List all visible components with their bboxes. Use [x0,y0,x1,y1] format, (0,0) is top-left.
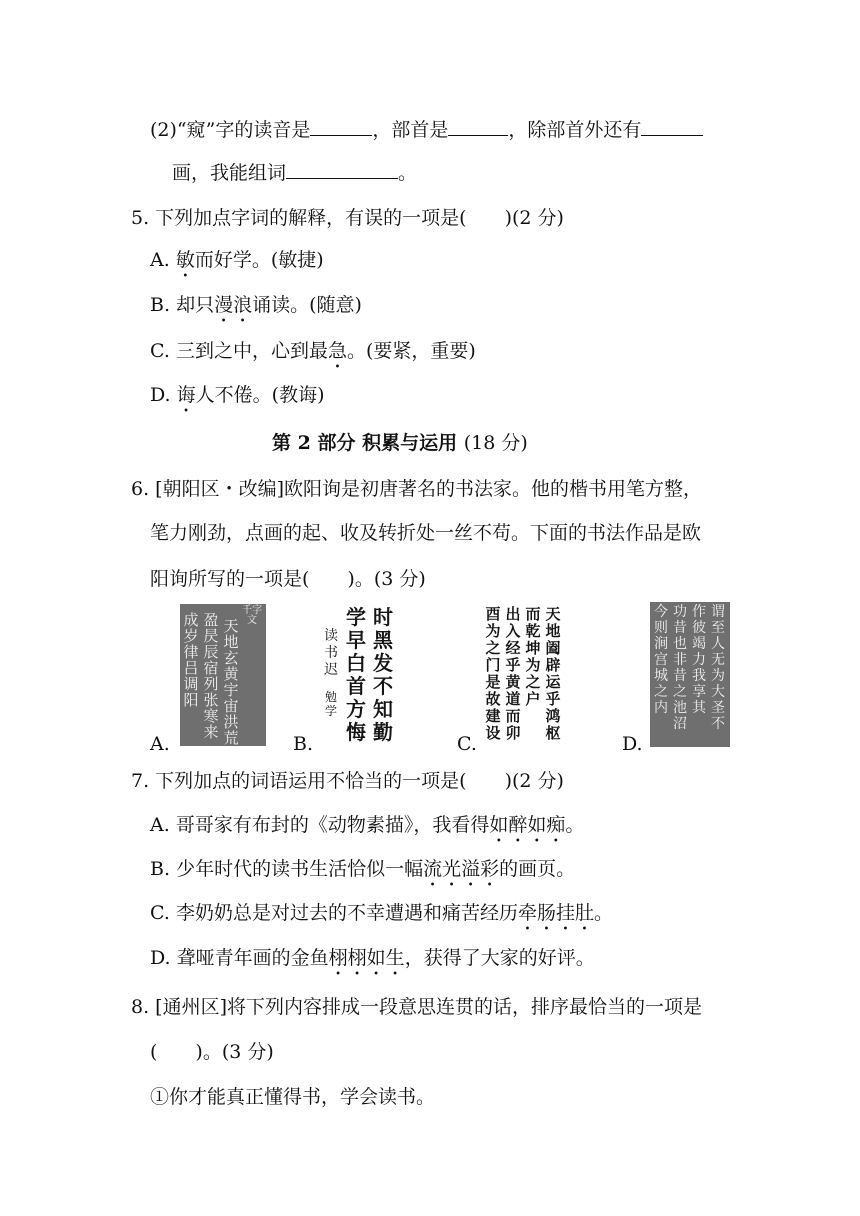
q7-option-c[interactable] [150,900,613,935]
q6-option-c-label[interactable]: C. [457,733,477,755]
calligraphy-column: 今则涧宫城之内 [654,604,668,716]
q7-stem: 7. 下列加点的词语运用不恰当的一项是( )(2 分) [131,770,564,792]
q4-part2-line2-prefix: 画，我能组词 [172,162,287,184]
q4-part2-line2 [172,160,417,186]
dotted-word: 流光溢彩 [423,858,500,880]
calligraphy-column: 酉为之门是故建设 [485,605,501,742]
option-text-post: 诵读。(随意) [252,294,362,316]
option-text-pre: 哥哥家有布封的《动物素描》，我看得 [175,814,490,836]
calligraphy-column: 成岁律吕调阳 [183,611,199,709]
q7-option-a[interactable] [150,812,584,847]
option-text-post: 。 [593,902,613,924]
option-label: B. [150,858,171,880]
q6-option-b-label[interactable]: B. [293,733,314,755]
option-label: C. [150,902,170,924]
dotted-word: 漫浪 [214,294,253,316]
q5-option-b[interactable] [150,292,362,327]
q7-option-d[interactable] [150,945,595,980]
option-label: A. [150,249,170,271]
option-label: C. [150,340,170,362]
q5-option-a[interactable] [150,247,324,282]
option-text-post: 人不倦。(教诲) [195,384,325,406]
section-heading [272,430,528,456]
dotted-word: 栩栩如生 [328,947,405,969]
dotted-word: 诲 [176,384,196,406]
calligraphy-column: 而乾坤为之户 [525,605,541,708]
calligraphy-column: 千字文 [242,605,262,626]
section-score: (18 分) [463,432,528,454]
calligraphy-column: 勉学 [324,690,337,718]
q4-part2-line1 [150,117,703,143]
calligraphy-column: 谓至人无为大圣不 [711,604,725,732]
option-text-pre: 却只 [176,294,215,316]
option-text-pre: 三到之中，心到最 [175,340,328,362]
q6-option-d-label[interactable]: D. [622,733,643,755]
q7-option-b[interactable] [150,856,575,891]
q4-part2-prefix: (2)“窥”字的读音是 [150,119,311,141]
q8-item-1: ①你才能真正懂得书，学会读书。 [150,1086,436,1108]
q5-stem: 5. 下列加点字词的解释，有误的一项是( )(2 分) [131,207,564,229]
q4-part2-mid2: ，除部首外还有 [508,119,642,141]
option-text-post: 的画页。 [499,858,576,880]
option-text-post: 而好学。(敏捷) [194,249,324,271]
option-text-post: 。(要紧，重要) [346,340,476,362]
answer-blank-word[interactable] [286,160,398,179]
calligraphy-column: 天地玄黄宇宙洪荒 [223,617,239,746]
q8-stem-line1: 8. [通州区]将下列内容排成一段意思连贯的话，排序最恰当的一项是 [131,996,702,1018]
answer-blank-strokes[interactable] [641,117,703,136]
option-label: B. [150,294,171,316]
option-label: D. [150,384,171,406]
calligraphy-column: 功昔也非昔之池沼 [673,604,687,732]
q5-option-c[interactable] [150,338,476,373]
q6-option-a-label[interactable]: A. [150,733,170,755]
calligraphy-column: 盈昃辰宿列张寒来 [203,611,219,741]
dotted-word: 如醉如痴 [489,814,566,836]
calligraphy-column: 天地阖辟运乎鸿枢 [545,605,561,742]
calligraphy-column: 出入经乎黄道而卯 [505,605,521,742]
option-label: D. [150,947,171,969]
option-text-pre: 聋哑青年画的金鱼 [176,947,329,969]
calligraphy-column: 时黑发不知勤 [373,605,393,744]
calligraphy-image-b[interactable] [314,602,398,746]
q4-part2-mid1: ，部首是 [372,119,449,141]
q6-stem-line3: 阳询所写的一项是( )。(3 分) [150,568,426,590]
calligraphy-image-d[interactable] [650,602,730,747]
q5-option-d[interactable] [150,382,325,417]
answer-blank-radical[interactable] [448,117,508,136]
calligraphy-column: 作彼竭力我享其 [692,604,706,716]
q6-stem-line2: 笔力刚劲，点画的起、收及转折处一丝不苟。下面的书法作品是欧 [150,522,702,544]
option-text-pre: 少年时代的读书生活恰似一幅 [176,858,424,880]
option-text-post: ，获得了大家的好评。 [404,947,595,969]
section-title: 第 2 部分 积累与运用 [272,432,458,454]
option-text-pre: 李奶奶总是对过去的不幸遭遇和痛苦经历 [175,902,518,924]
calligraphy-image-c[interactable] [480,602,566,746]
dotted-word: 急 [327,340,347,362]
q4-part2-line2-suffix: 。 [398,162,418,184]
calligraphy-column: 学早白首方悔 [346,605,366,744]
dotted-word: 牵肠挂肚 [517,902,594,924]
dotted-word: 敏 [175,249,195,271]
calligraphy-column: 读书迟 [324,628,338,678]
q6-stem-line1: 6. [朝阳区・改编]欧阳询是初唐著名的书法家。他的楷书用笔方整， [131,478,702,500]
q8-stem-line2: ( )。(3 分) [150,1041,274,1063]
option-label: A. [150,814,170,836]
answer-blank-pronunciation[interactable] [310,117,372,136]
calligraphy-image-a[interactable] [180,604,266,746]
option-text-post: 。 [565,814,585,836]
